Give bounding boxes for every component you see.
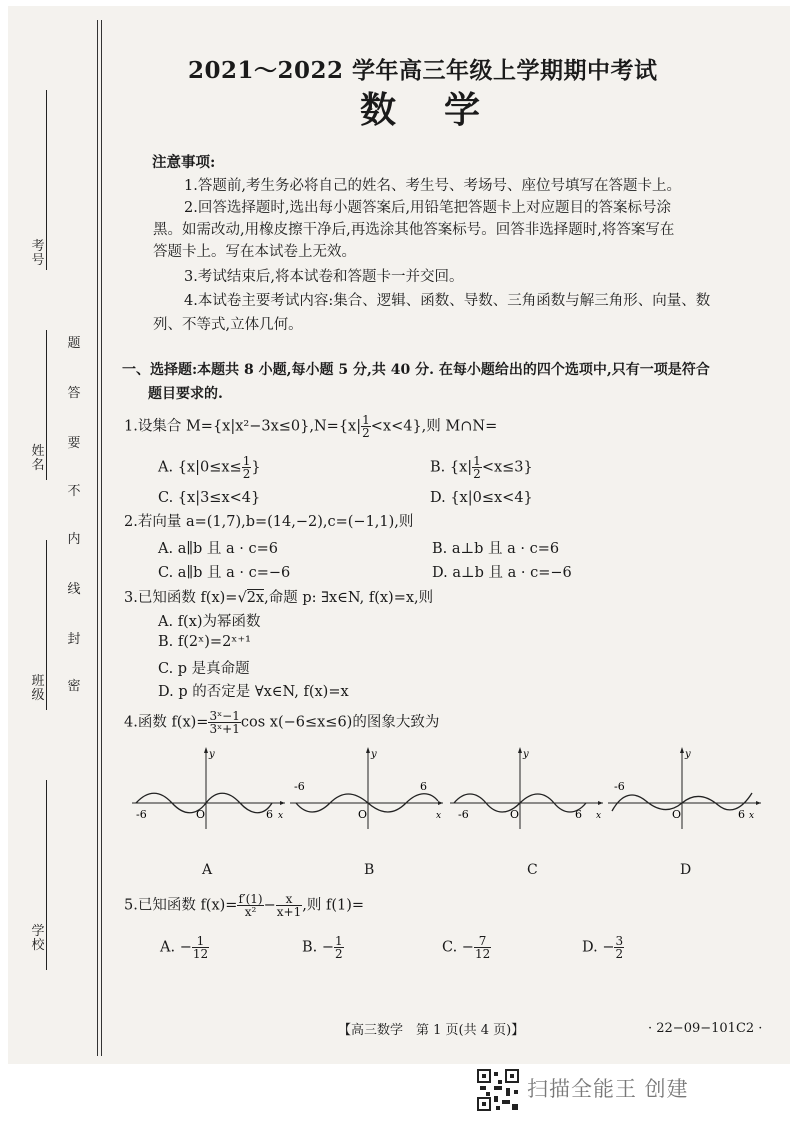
q1-stem: 1.设集合 M={x|x²−3x≤0},N={x| $\frac{1}{2}$ <x<4},则 M∩N= xyxy=(124,413,498,440)
svg-text:y: y xyxy=(685,749,691,760)
exam-code: · 22−09−101C2 · xyxy=(648,1021,763,1036)
q5-option-a: A. − $\frac{1}{12}$ xyxy=(160,934,209,961)
qr-code-icon xyxy=(476,1068,520,1112)
seal-char-8: 密 xyxy=(67,679,81,694)
q4-graph-c xyxy=(448,745,608,830)
svg-text:-6: -6 xyxy=(136,808,147,821)
kaohao-label: 考号 xyxy=(31,239,45,268)
section-heading-cont: 题目要求的. xyxy=(148,386,223,402)
q3-option-c: C. p 是真命题 xyxy=(158,661,250,677)
binding-line-right xyxy=(101,20,102,1056)
svg-text:O: O xyxy=(358,808,368,821)
q1-half: $\frac{1}{2}$ xyxy=(362,413,370,440)
svg-text:y: y xyxy=(209,749,215,760)
q4-graph-c-label: C xyxy=(527,862,538,878)
q2-option-d: D. a⊥b 且 a · c=−6 xyxy=(432,565,572,581)
camscanner-watermark: 扫描全能王 创建 xyxy=(527,1077,689,1101)
xuexiao-label: 学校 xyxy=(31,924,45,953)
xuexiao-blank xyxy=(46,780,47,970)
q5-stem: 5.已知函数 f(x)= $\frac{f'(1)}{\text{x²}}$ − $\frac{x}{x+1}$ ,则 f(1)= xyxy=(124,892,365,919)
banji-label: 班级 xyxy=(31,674,45,703)
q2-option-c: C. a∥b 且 a · c=−6 xyxy=(158,565,291,581)
notice-line-5: 3.考试结束后,将本试卷和答题卡一并交回。 xyxy=(184,269,464,285)
q4-graph-a-label: A xyxy=(202,862,213,878)
kaohao-blank xyxy=(46,90,47,270)
q5-option-c: C. − $\frac{7}{12}$ xyxy=(442,934,491,961)
xingming-label: 姓名 xyxy=(31,444,45,473)
svg-text:6: 6 xyxy=(266,808,273,821)
svg-text:6: 6 xyxy=(738,808,745,821)
svg-text:6: 6 xyxy=(420,780,427,793)
svg-text:x: x xyxy=(436,811,442,821)
q3-option-a: A. f(x)为幂函数 xyxy=(158,614,261,630)
q4-graph-a xyxy=(130,745,290,830)
notice-line-7: 列、不等式,立体几何。 xyxy=(153,317,303,333)
q2-option-b: B. a⊥b 且 a · c=6 xyxy=(432,541,560,557)
q2-stem: 2.若向量 a=(1,7),b=(14,−2),c=(−1,1),则 xyxy=(124,514,414,530)
q5-option-d: D. − $\frac{3}{2}$ xyxy=(582,934,624,961)
seal-char-3: 要 xyxy=(67,436,81,451)
notice-line-2: 2.回答选择题时,选出每小题答案后,用铅笔把答题卡上对应题目的答案标号涂 xyxy=(184,200,672,216)
q4-stem: 4.函数 f(x)= $\frac{\text{3ˣ−1}}{\text{3ˣ+1}}$ cos x(−6≤x≤6)的图象大致为 xyxy=(124,709,440,736)
q3-option-b: B. f(2ˣ)=2ˣ⁺¹ xyxy=(158,634,251,650)
svg-text:O: O xyxy=(672,808,682,821)
svg-text:O: O xyxy=(196,808,206,821)
q1-option-a: A. {x|0≤x≤ $\frac{1}{2}$ } xyxy=(158,454,261,481)
xingming-blank xyxy=(46,330,47,480)
svg-text:x: x xyxy=(596,811,602,821)
notice-line-4: 答题卡上。写在本试卷上无效。 xyxy=(153,244,356,260)
svg-text:O: O xyxy=(510,808,520,821)
q3-stem: 3.已知函数 f(x)=√2x,命题 p: ∃x∈N, f(x)=x,则 xyxy=(124,590,434,606)
svg-text:-6: -6 xyxy=(294,780,305,793)
notice-line-1: 1.答题前,考生务必将自己的姓名、考生号、考场号、座位号填写在答题卡上。 xyxy=(184,178,681,194)
q4-graph-b-label: B xyxy=(364,862,375,878)
notice-line-6: 4.本试卷主要考试内容:集合、逻辑、函数、导数、三角函数与解三角形、向量、数 xyxy=(184,293,711,309)
notice-heading: 注意事项: xyxy=(152,154,216,171)
exam-title: 2021～2022 学年高三年级上学期期中考试 xyxy=(188,57,658,84)
seal-char-6: 线 xyxy=(67,582,81,597)
binding-line-left xyxy=(97,20,98,1056)
q2-option-a: A. a∥b 且 a · c=6 xyxy=(158,541,279,557)
banji-blank xyxy=(46,540,47,710)
q4-graph-d xyxy=(606,745,766,830)
q3-option-d: D. p 的否定是 ∀x∈N, f(x)=x xyxy=(158,684,349,700)
subject-title: 数学 xyxy=(360,89,529,131)
q1-option-c: C. {x|3≤x<4} xyxy=(158,490,261,506)
q4-graph-b xyxy=(288,745,448,830)
svg-text:-6: -6 xyxy=(458,808,469,821)
svg-text:x: x xyxy=(749,811,755,821)
seal-char-1: 题 xyxy=(67,336,81,351)
svg-text:y: y xyxy=(523,749,529,760)
q1-option-b: B. {x| $\frac{1}{2}$ <x≤3} xyxy=(430,454,533,481)
seal-char-7: 封 xyxy=(67,632,81,647)
q5-option-b: B. − $\frac{1}{2}$ xyxy=(302,934,343,961)
svg-text:-6: -6 xyxy=(614,780,625,793)
seal-char-5: 内 xyxy=(67,532,81,547)
section-heading: 一、选择题:本题共 8 小题,每小题 5 分,共 40 分. 在每小题给出的四个选项中,只有一项是符合 xyxy=(122,362,710,378)
q1-option-d: D. {x|0≤x<4} xyxy=(430,490,533,506)
svg-text:x: x xyxy=(278,811,284,821)
seal-char-2: 答 xyxy=(67,386,81,401)
notice-line-3: 黑。如需改动,用橡皮擦干净后,再选涂其他答案标号。回答非选择题时,将答案写在 xyxy=(153,222,675,238)
svg-text:6: 6 xyxy=(575,808,582,821)
page-footer: 【高三数学 第 1 页(共 4 页)】 xyxy=(338,1023,525,1038)
seal-char-4: 不 xyxy=(67,484,81,499)
svg-text:y: y xyxy=(371,749,377,760)
q4-graph-d-label: D xyxy=(680,862,692,878)
